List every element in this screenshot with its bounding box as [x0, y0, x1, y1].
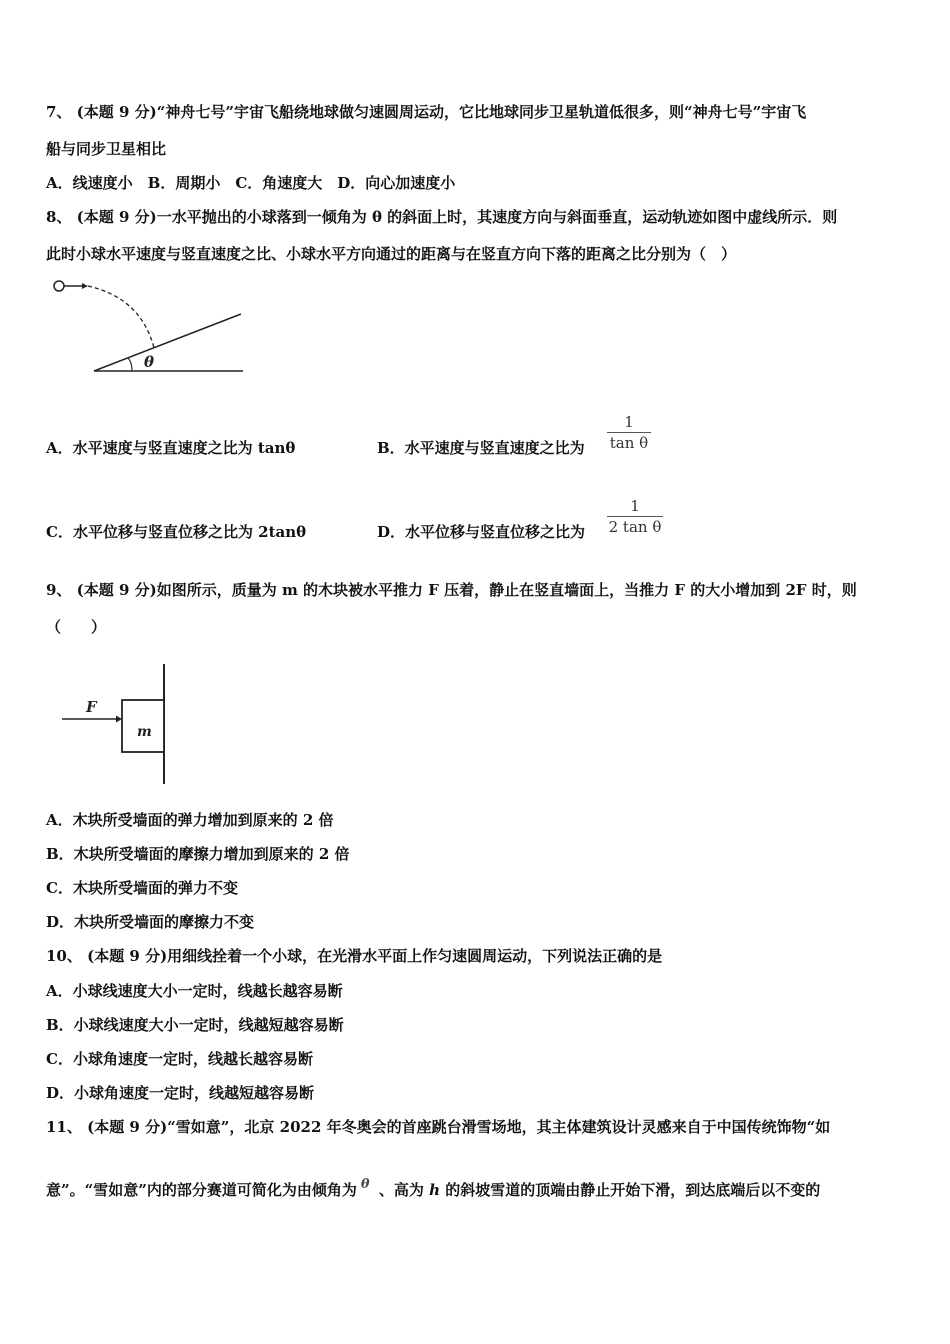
q10-option-b: B．小球线速度大小一定时，线越短越容易断 [46, 1016, 344, 1034]
incline-surface [94, 314, 241, 371]
ball-icon [54, 281, 64, 291]
fraction-denominator: tan θ [609, 434, 649, 452]
q9-option-d: D．木块所受墙面的摩擦力不变 [46, 913, 255, 931]
q11-stem-line2 [46, 1177, 821, 1200]
q9-stem-line1: 9、 (本题 9 分)如图所示，质量为 m 的木块被水平推力 F 压着，静止在竖直墙面上，当推力 F 的大小增加到 2F 时，则 [46, 581, 857, 599]
q9-option-a: A．木块所受墙面的弹力增加到原来的 2 倍 [46, 811, 334, 829]
q10-option-c: C．小球角速度一定时，线越长越容易断 [46, 1050, 313, 1068]
q11-line2-part-a: 意”。“雪如意”内的部分赛道可简化为由倾角为 [46, 1181, 357, 1199]
q9-option-c: C．木块所受墙面的弹力不变 [46, 879, 238, 897]
q8-option-d-fraction [607, 497, 663, 536]
q7-stem-line1: 7、 (本题 9 分)“神舟七号”宇宙飞船绕地球做匀速圆周运动，它比地球同步卫星轨道低很多，则“神舟七号”宇宙飞 [46, 103, 807, 121]
q8-option-d: D．水平位移与竖直位移之比为 [377, 523, 586, 541]
q10-stem: 10、 (本题 9 分)用细线拴着一个小球，在光滑水平面上作匀速圆周运动，下列说法正确的是 [46, 947, 663, 965]
fraction-numerator: 1 [624, 413, 634, 431]
force-label: F [86, 698, 97, 716]
q11-stem-line1: 11、 (本题 9 分)“雪如意”，北京 2022 年冬奥会的首座跳台滑雪场地，其主体建筑设计灵感来自于中国传统饰物“如 [46, 1118, 831, 1136]
q9-stem-line2: （ ） [46, 618, 107, 636]
q9-option-b: B．木块所受墙面的摩擦力增加到原来的 2 倍 [46, 845, 350, 863]
q8-option-c: C．水平位移与竖直位移之比为 2tanθ [46, 523, 307, 541]
q8-option-a: A．水平速度与竖直速度之比为 tanθ [46, 439, 296, 457]
q7-options: A．线速度小 B．周期小 C．角速度大 D．向心加速度小 [46, 174, 456, 192]
angle-arc [128, 358, 132, 371]
q8-option-b: B．水平速度与竖直速度之比为 [377, 439, 585, 457]
q8-stem-line2: 此时小球水平速度与竖直速度之比、小球水平方向通过的距离与在竖直方向下落的距离之比分别为（ ） [46, 245, 737, 263]
q7-stem-line2: 船与同步卫星相比 [46, 140, 167, 158]
q11-h-symbol: h [429, 1181, 441, 1199]
q8-option-b-fraction [607, 413, 651, 452]
q11-theta-symbol: θ [360, 1177, 370, 1192]
mass-label: m [137, 724, 152, 740]
angle-theta-label: θ [144, 353, 155, 371]
q11-line2-part-b: 、高为 [378, 1181, 424, 1199]
trajectory-dashed [88, 286, 154, 348]
fraction-numerator: 1 [630, 497, 640, 515]
q8-incline-figure [46, 276, 256, 376]
q11-line2-part-c: 的斜坡雪道的顶端由静止开始下滑，到达底端后以不变的 [445, 1181, 821, 1199]
q9-block-wall-figure [60, 664, 180, 786]
q10-option-a: A．小球线速度大小一定时，线越长越容易断 [46, 982, 343, 1000]
fraction-denominator: 2 tan θ [608, 518, 662, 536]
q8-stem-line1: 8、 (本题 9 分)一水平抛出的小球落到一倾角为 θ 的斜面上时，其速度方向与斜面垂直，运动轨迹如图中虚线所示．则 [46, 208, 838, 226]
q10-option-d: D．小球角速度一定时，线越短越容易断 [46, 1084, 315, 1102]
